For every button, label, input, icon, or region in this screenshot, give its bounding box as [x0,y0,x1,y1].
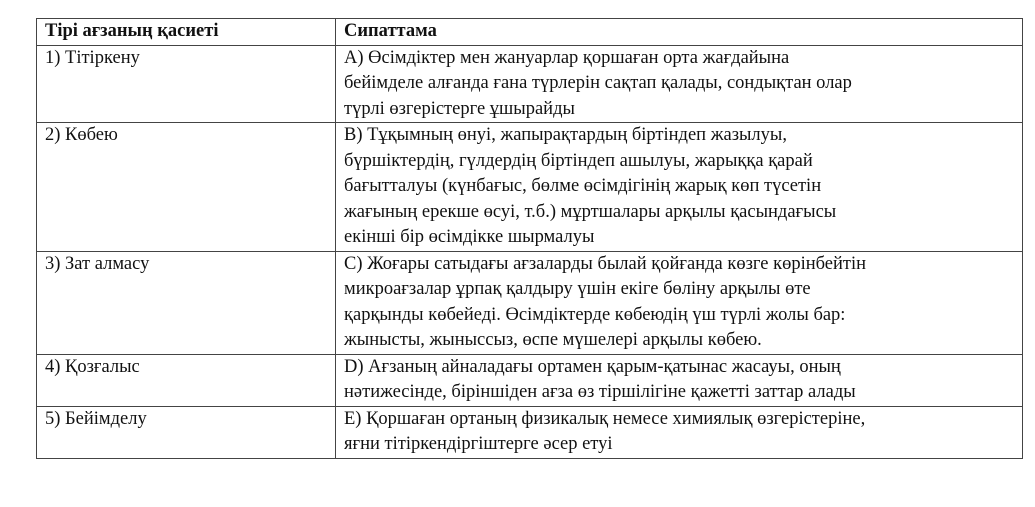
property-cell: 3) Зат алмасу [37,251,336,354]
table-row [37,45,1023,123]
description-cell: Е) Қоршаған ортаның физикалық немесе химиялық өзгерістеріне, яғни тітіркендіргіштерге әсер етуі [336,406,1023,458]
header-property: Тірі ағзаның қасиеті [37,19,336,46]
table-row [37,123,1023,252]
header-description: Сипаттама [336,19,1023,46]
description-cell: А) Өсімдіктер мен жануарлар қоршаған орта жағдайына бейімделе алғанда ғана түрлерін сақтап қалады, сондықтан олар түрлі өзгерістерге ұшырайды [336,45,1023,123]
description-cell: D) Ағзаның айналадағы ортамен қарым-қатынас жасауы, оның нәтижесінде, біріншіден ағза өз тіршілігіне қажетті заттар алады [336,354,1023,406]
property-cell: 4) Қозғалыс [37,354,336,406]
table-row [37,406,1023,458]
description-cell: В) Тұқымның өнуі, жапырақтардың біртіндеп жазылуы, бүршіктердің, гүлдердің біртіндеп ашылуы, жарыққа қарай бағытталуы (күнбағыс, бөлме өсімдігінің жарық көп түсетін жағының ерекше өсуі, т.б.) мұртшалары арқылы қасындағысы екінші бір өсімдікке шырмалуы [336,123,1023,252]
description-cell: С) Жоғары сатыдағы ағзаларды былай қойғанда көзге көрінбейтін микроағзалар ұрпақ қалдыру үшін екіге бөліну арқылы өте қарқынды көбейеді. Өсімдіктерде көбеюдің үш түрлі жолы бар: жынысты, жыныссыз, өспе мүшелері арқылы көбею. [336,251,1023,354]
property-cell: 1) Тітіркену [37,45,336,123]
table-row [37,354,1023,406]
property-cell: 5) Бейімделу [37,406,336,458]
properties-table [36,18,1023,459]
table-header-row [37,19,1023,46]
table-row [37,251,1023,354]
property-cell: 2) Көбею [37,123,336,252]
